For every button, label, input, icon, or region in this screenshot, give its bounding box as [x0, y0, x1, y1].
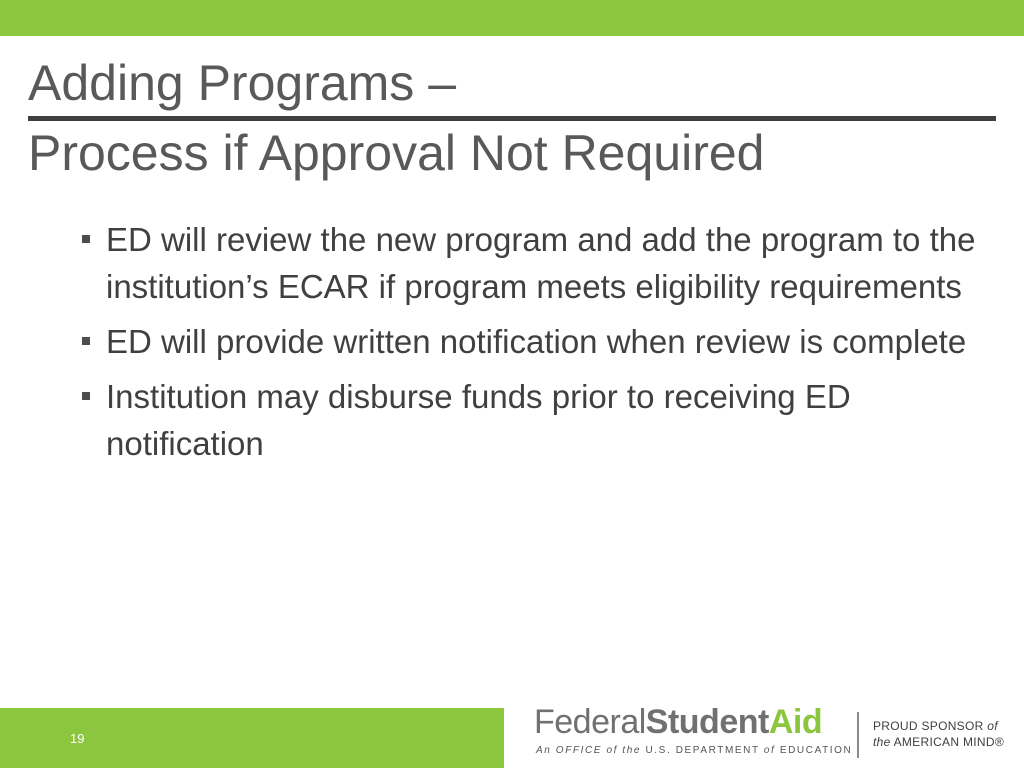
bullet-text: ED will review the new program and add the program to the institution’s ECAR if program meets eligibility requirements	[106, 221, 976, 305]
title-underline	[28, 116, 996, 121]
square-bullet-icon	[82, 337, 90, 345]
title-line-2: Process if Approval Not Required	[28, 125, 765, 181]
title-line-1: Adding Programs –	[28, 55, 457, 111]
logo-federal-text: Federal	[534, 703, 646, 741]
square-bullet-icon	[82, 235, 90, 243]
sponsor-line-1: PROUD SPONSOR of	[873, 719, 998, 733]
bullet-text: ED will provide written notification when review is complete	[106, 323, 967, 360]
logo-student-text: Student	[645, 703, 769, 741]
square-bullet-icon	[82, 392, 90, 400]
sponsor-line-2: the AMERICAN MIND®	[873, 735, 1004, 749]
federal-student-aid-logo	[534, 703, 822, 742]
slide-title	[28, 52, 998, 181]
logo-subtitle: An OFFICE of the U.S. DEPARTMENT of EDUCATION	[536, 745, 853, 756]
logo-divider	[857, 712, 859, 758]
bullet-item	[80, 318, 990, 365]
page-number: 19	[70, 731, 85, 746]
logo-aid-text: Aid	[768, 703, 823, 741]
bullet-item	[80, 373, 990, 467]
bullet-item	[80, 216, 990, 310]
top-accent-bar	[0, 0, 1024, 36]
bullet-text: Institution may disburse funds prior to receiving ED notification	[106, 378, 851, 462]
bullet-list	[80, 216, 990, 475]
